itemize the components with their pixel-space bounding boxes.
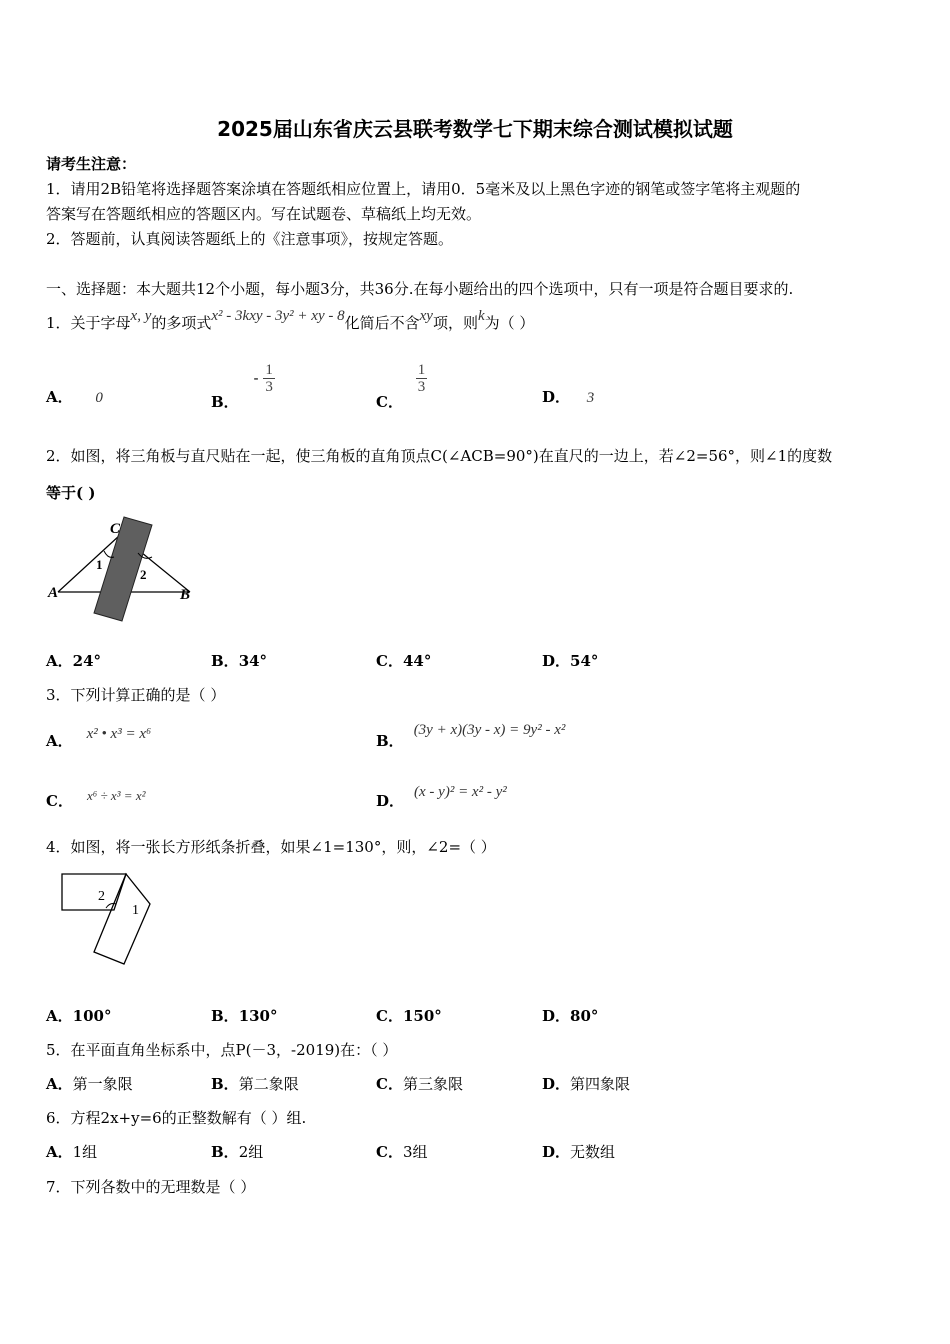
notice-line-1: 1．请用2B铅笔将选择题答案涂填在答题纸相应位置上，请用0．5毫米及以上黑色字迹的钢笔或签字笔将主观题的 (46, 180, 801, 198)
page-title: 2025届山东省庆云县联考数学七下期末综合测试模拟试题 (217, 117, 733, 141)
q2-option-b[interactable]: B．34° (211, 652, 268, 670)
q3-option-b[interactable]: B．(3y + x)(3y - x) = 9y² - x² (376, 722, 566, 750)
angle-1-label: 1 (96, 557, 103, 572)
angle-2-label: 2 (140, 567, 147, 582)
question-2-line-2: 等于( ) (46, 484, 96, 502)
triangle-ruler-figure (44, 515, 204, 627)
q3-option-c[interactable]: C． x⁶ ÷ x³ = x² (46, 788, 146, 810)
q1-option-c[interactable]: C． $\frac{1}{3}$ (376, 362, 426, 411)
question-3-stem: 3．下列计算正确的是（ ） (46, 686, 226, 704)
section-heading: 一、选择题：本大题共12个小题，每小题3分，共36分.在每小题给出的四个选项中，只有一项是符合题目要求的. (46, 280, 794, 298)
q6-option-a[interactable]: A．1组 (46, 1143, 98, 1161)
q4-option-a[interactable]: A．100° (46, 1007, 112, 1025)
q6-option-d[interactable]: D．无数组 (542, 1143, 616, 1161)
q6-option-b[interactable]: B．2组 (211, 1143, 264, 1161)
q2-option-c[interactable]: C．44° (376, 652, 432, 670)
label-b: B (180, 587, 191, 603)
notice-line-2: 答案写在答题纸相应的答题区内。写在试题卷、草稿纸上均无效。 (46, 205, 482, 223)
q4-option-c[interactable]: C．150° (376, 1007, 442, 1025)
fraction: $\frac{1}{3}$ (417, 362, 426, 395)
question-5-stem: 5．在平面直角坐标系中，点P(－3，-2019)在：（ ） (46, 1041, 398, 1059)
q5-option-c[interactable]: C．第三象限 (376, 1075, 463, 1093)
q2-option-d[interactable]: D．54° (542, 652, 599, 670)
q1-option-d[interactable]: D． 3 (542, 388, 595, 406)
q1-option-b[interactable]: B． - $\frac{1}{3}$ (211, 362, 273, 411)
question-1-stem: 1．关于字母x, y的多项式x² - 3kxy - 3y² + xy - 8化简后不含xy项，则k为（ ） (46, 308, 535, 332)
q5-option-d[interactable]: D．第四象限 (542, 1075, 631, 1093)
label-a: A (48, 585, 59, 601)
q1-option-a[interactable]: A． 0 (46, 388, 103, 406)
question-4-stem: 4．如图，将一张长方形纸条折叠，如果∠1=130°，则，∠2=（ ） (46, 838, 496, 856)
label-c: C (110, 521, 121, 537)
q5-option-a[interactable]: A．第一象限 (46, 1075, 133, 1093)
q5-option-b[interactable]: B．第二象限 (211, 1075, 299, 1093)
q2-option-a[interactable]: A．24° (46, 652, 102, 670)
q3-option-d[interactable]: D． (x - y)² = x² - y² (376, 784, 507, 810)
question-2-line-1: 2．如图，将三角板与直尺贴在一起，使三角板的直角顶点C(∠ACB=90°)在直尺的一边上，若∠2=56°，则∠1的度数 (46, 447, 833, 465)
angle-2-label: 2 (98, 889, 105, 904)
q3-option-a[interactable]: A． x² • x³ = x⁶ (46, 726, 152, 750)
q6-option-c[interactable]: C．3组 (376, 1143, 428, 1161)
folded-strip-figure (58, 868, 158, 968)
angle-1-label: 1 (132, 903, 139, 918)
fraction: $\frac{1}{3}$ (265, 362, 273, 395)
notice-line-3: 2．答题前，认真阅读答题纸上的《注意事项》，按规定答题。 (46, 230, 454, 248)
q4-option-b[interactable]: B．130° (211, 1007, 278, 1025)
question-7-stem: 7．下列各数中的无理数是（ ） (46, 1178, 256, 1196)
question-6-stem: 6．方程2x+y=6的正整数解有（ ）组. (46, 1109, 307, 1127)
notice-heading: 请考生注意： (46, 155, 137, 173)
q4-option-d[interactable]: D．80° (542, 1007, 599, 1025)
